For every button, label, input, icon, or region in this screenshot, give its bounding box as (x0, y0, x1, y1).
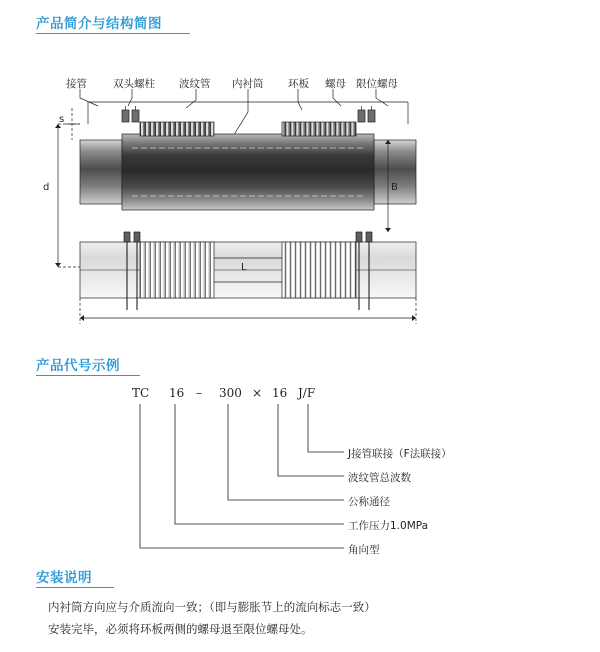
dimension-label-d: d (43, 182, 50, 193)
code-note-pressure: 工作压力1.0MPa (348, 520, 429, 532)
install-note-line-2: 安装完毕，必须将环板两侧的螺母退至限位螺母处。 (48, 622, 313, 636)
install-notes (48, 598, 568, 642)
code-token-diameter: 300 (219, 386, 242, 400)
callout-label-ring-plate: 环板 (288, 78, 309, 90)
install-note-line-1: 内衬筒方向应与介质流向一致；（即与膨胀节上的流向标志一致） (48, 600, 376, 614)
code-token-waves: 16 (272, 386, 288, 400)
code-token-joint: J/F (298, 386, 316, 400)
section-title-code: 产品代号示例 (36, 358, 120, 374)
code-token-dash: – (196, 386, 202, 400)
dimension-label-L: L (241, 262, 247, 273)
section-divider-intro (36, 33, 190, 34)
code-note-diameter: 公称通径 (348, 496, 390, 508)
structure-diagram (36, 62, 566, 332)
product-code-diagram (36, 386, 566, 556)
section-title-install: 安装说明 (36, 570, 92, 586)
section-divider-install (36, 587, 114, 588)
callout-label-liner: 内衬筒 (232, 78, 264, 90)
code-token-times: × (252, 386, 263, 400)
dimension-label-s: s (59, 114, 65, 125)
section-divider-code (36, 375, 140, 376)
callout-label-nut: 螺母 (325, 78, 346, 90)
code-note-waves: 波纹管总波数 (348, 472, 411, 484)
code-token-pressure: 16 (169, 386, 185, 400)
dimension-label-B: B (391, 182, 398, 193)
callout-label-stud: 双头螺柱 (113, 78, 155, 90)
code-note-joint: J接管联接（F法联接） (348, 448, 452, 460)
code-token-series: TC (132, 386, 150, 400)
callout-label-bellows: 波纹管 (179, 78, 211, 90)
callout-label-limit-nut: 限位螺母 (356, 78, 398, 90)
callout-label-pipe: 接管 (66, 78, 87, 90)
section-title-intro: 产品简介与结构简图 (36, 16, 162, 32)
code-note-type: 角向型 (348, 544, 380, 556)
